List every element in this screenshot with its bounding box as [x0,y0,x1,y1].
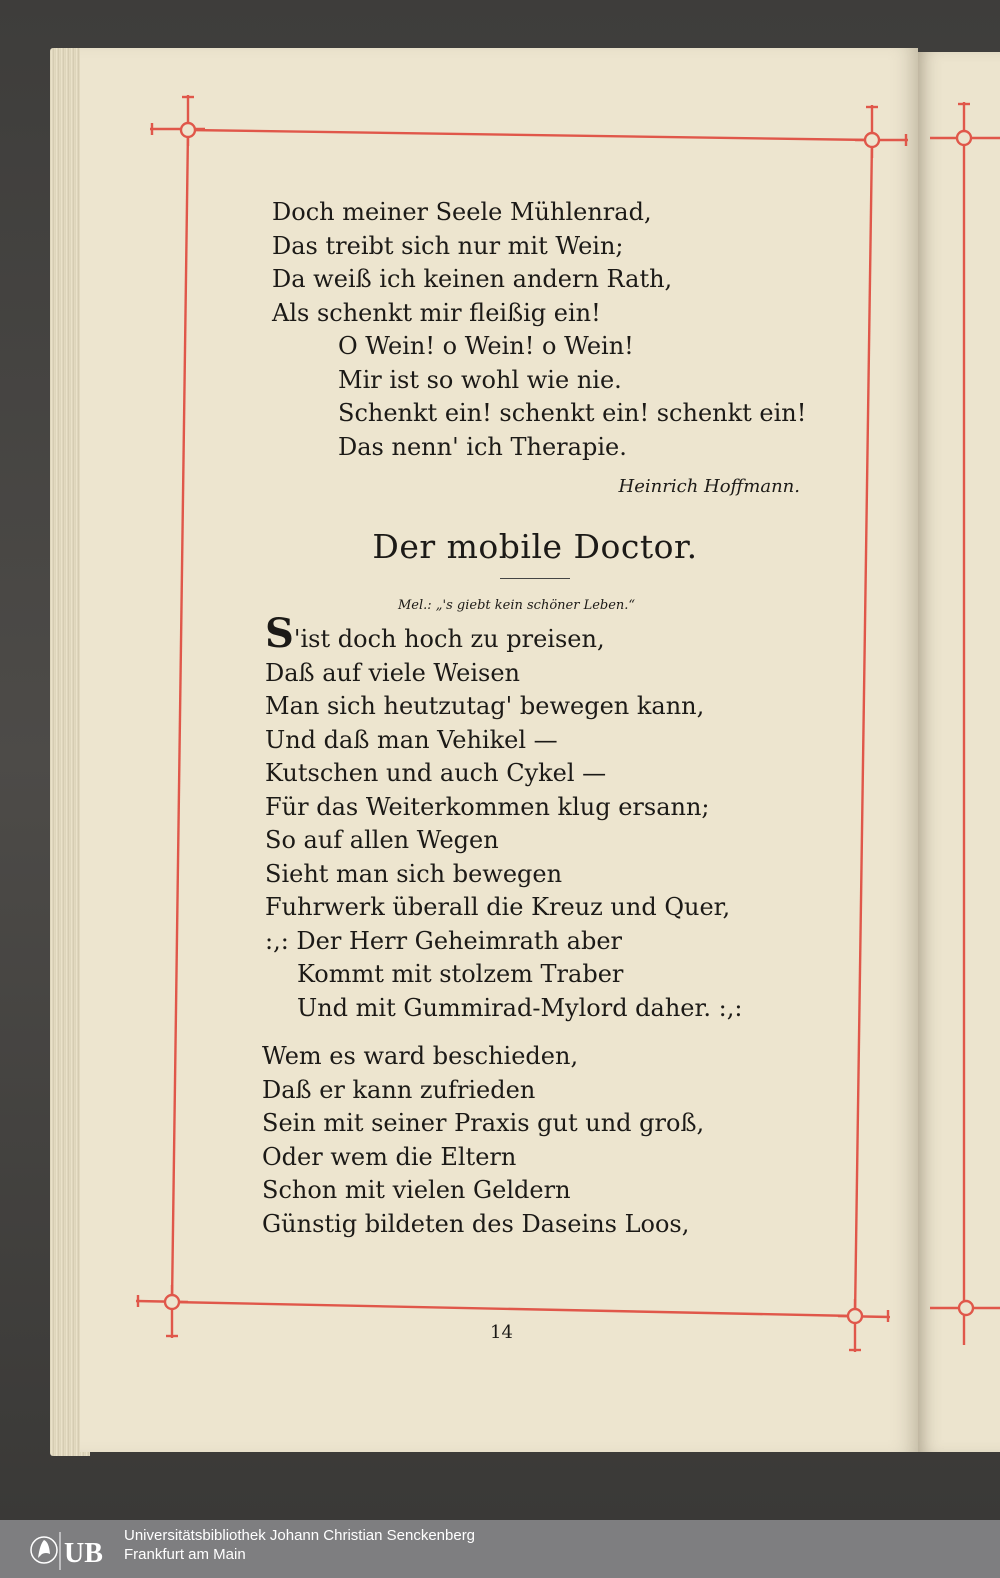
drop-cap: S [265,610,294,657]
refrain-line: Das nenn' ich Therapie. [338,432,627,461]
poem-line: Als schenkt mir fleißig ein! [272,298,601,327]
refrain-line: O Wein! o Wein! o Wein! [338,332,634,360]
melody-note: Mel.: „'s giebt kein schöner Leben.“ [398,598,636,613]
poem-first-line [265,610,742,657]
refrain-line: Mir ist so wohl wie nie. [338,365,622,394]
poem-line: Für das Weiterkommen klug ersann; [265,792,710,821]
poem-line: Günstig bildeten des Daseins Loos, [262,1209,690,1238]
library-footer [0,1520,1000,1578]
poem-line: So auf allen Wegen [265,826,499,854]
poem-title: Der mobile Doctor. [372,527,698,566]
library-name-line1: Universitätsbibliothek Johann Christian Senckenberg [124,1527,476,1544]
poem-line: Fuhrwerk überall die Kreuz und Quer, [265,893,731,921]
poem-line: Das treibt sich nur mit Wein; [272,231,624,260]
author-signature: Heinrich Hoffmann. [618,476,800,497]
title-divider [500,578,570,579]
poem-line: Schon mit vielen Geldern [262,1176,571,1204]
poem-line-indented: Kommt mit stolzem Traber [297,960,624,988]
refrain-line: Schenkt ein! schenkt ein! schenkt ein! [338,399,807,427]
poem-line: Und daß man Vehikel — [265,725,558,754]
poem-stanza-2 [262,1040,704,1241]
poem-stanza-1 [265,610,743,1025]
poem-line: :,: Der Herr Geheimrath aber [265,926,623,955]
poem-line: Wem es ward beschieden, [262,1042,579,1070]
logo-text: UB [64,1538,103,1569]
poem-line: Oder wem die Eltern [262,1142,517,1171]
poem-line: Daß auf viele Weisen [265,658,520,687]
poem-line: Man sich heutzutag' bewegen kann, [265,692,705,720]
poem-line: Sein mit seiner Praxis gut und groß, [262,1109,705,1137]
poem-line: Da weiß ich keinen andern Rath, [272,265,673,293]
poem-line: Doch meiner Seele Mühlenrad, [272,198,652,226]
library-name-line2: Frankfurt am Main [124,1546,246,1563]
poem-line: Kutschen und auch Cykel — [265,759,607,787]
poem-line: Daß er kann zufrieden [262,1075,536,1104]
poem-stanza-wine [272,196,806,464]
first-line-text: 'ist doch hoch zu preisen, [293,625,605,653]
poem-line: Sieht man sich bewegen [265,859,563,888]
page-number: 14 [490,1322,513,1343]
ub-logo-icon [28,1524,118,1574]
library-name [124,1526,475,1564]
poem-line-indented: Und mit Gummirad-Mylord daher. :,: [297,993,743,1022]
